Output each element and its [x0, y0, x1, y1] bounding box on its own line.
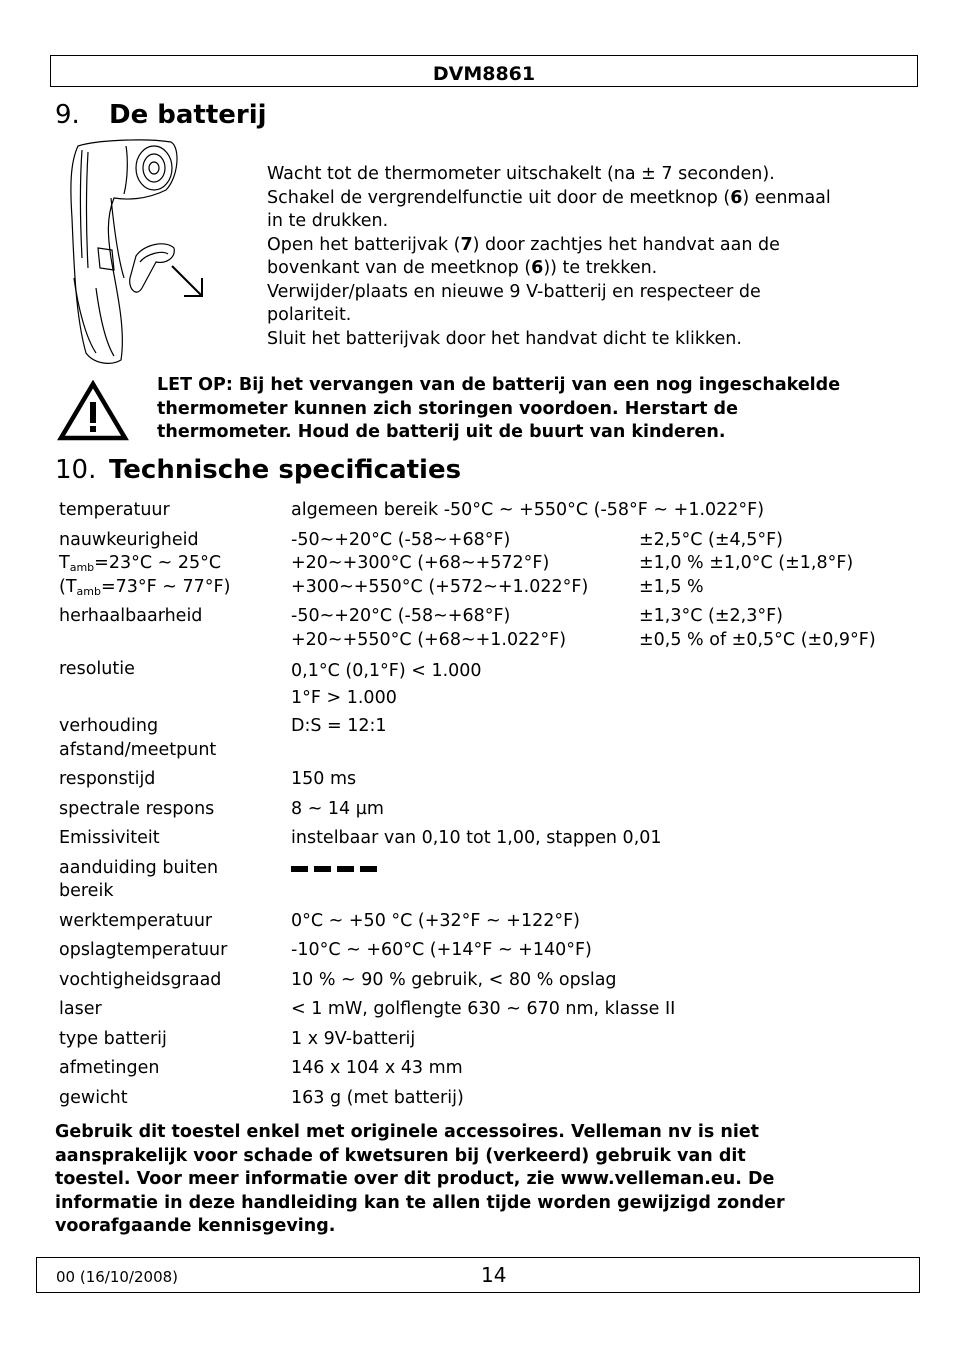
thermometer-battery-illustration — [66, 138, 216, 370]
spec-label: werktemperatuur — [59, 910, 213, 931]
spec-label: temperatuur — [59, 500, 170, 520]
spec-row-vochtigheid — [55, 966, 876, 996]
spec-value: 0°C ~ +50 °C (+32°F ~ +122°F) — [291, 910, 580, 931]
dash-segments-icon — [291, 857, 876, 872]
disclaimer-line: informatie in deze handleiding kan te allen tijde worden gewijzigd zonder — [55, 1192, 785, 1213]
spec-row-nauwkeurigheid — [55, 526, 876, 603]
spec-row-buiten-bereik — [55, 854, 876, 907]
instruction-line: polariteit. — [267, 305, 352, 325]
document-header — [50, 55, 918, 87]
spec-value: 0,1°C (0,1°F) < 1.000 1°F > 1.000 — [291, 661, 482, 708]
model-name: DVM8861 — [432, 63, 536, 85]
spec-value: < 1 mW, golflengte 630 ~ 670 nm, klasse II — [291, 999, 676, 1019]
section-number: 9. — [55, 100, 80, 130]
spec-label: herhaalbaarheid — [59, 606, 203, 626]
spec-row-responstijd — [55, 765, 876, 795]
spec-label: vochtigheidsgraad — [59, 969, 222, 990]
disclaimer-line: Gebruik dit toestel enkel met originele accessoires. Velleman nv is niet — [55, 1122, 760, 1142]
disclaimer-line: voorafgaande kennisgeving. — [55, 1216, 336, 1236]
document-footer — [36, 1257, 920, 1293]
spec-value: algemeen bereik -50°C ~ +550°C (-58°F ~ +1.022°F) — [291, 500, 765, 520]
spec-value: 163 g (met batterij) — [291, 1087, 464, 1108]
section-number: 10. — [55, 455, 97, 485]
spec-row-verhouding — [55, 715, 876, 765]
battery-instructions — [267, 163, 907, 351]
spec-row-temperatuur — [55, 496, 876, 526]
spec-value: 150 ms — [291, 769, 357, 789]
spec-label: responstijd — [59, 769, 156, 789]
spec-value: instelbaar van 0,10 tot 1,00, stappen 0,01 — [291, 828, 662, 848]
disclaimer-text — [55, 1121, 895, 1239]
spec-tolerances: ±2,5°C (±4,5°F) ±1,0 % ±1,0°C (±1,8°F) ±1,5 % — [639, 529, 854, 597]
warning-triangle-icon — [57, 380, 129, 442]
spec-row-resolutie — [55, 655, 876, 715]
specifications-table — [55, 496, 876, 1113]
instruction-line: Wacht tot de thermometer uitschakelt (na ± 7 seconden). — [267, 164, 775, 184]
instruction-line: in te drukken. — [267, 211, 389, 231]
spec-row-batterij — [55, 1025, 876, 1055]
spec-row-opslagtemperatuur — [55, 936, 876, 966]
section-10-heading — [55, 455, 461, 485]
spec-label: gewicht — [59, 1087, 128, 1108]
instruction-line: Verwijder/plaats en nieuwe 9 V-batterij en respecteer de — [267, 281, 761, 302]
spec-row-afmetingen — [55, 1054, 876, 1084]
spec-value: 146 x 104 x 43 mm — [291, 1058, 463, 1078]
spec-label: laser — [59, 999, 102, 1019]
spec-row-werktemperatuur — [55, 907, 876, 937]
spec-value: 10 % ~ 90 % gebruik, < 80 % opslag — [291, 969, 617, 990]
spec-label: resolutie — [59, 659, 135, 679]
disclaimer-line: toestel. Voor meer informatie over dit product, zie www.velleman.eu. De — [55, 1169, 775, 1189]
spec-row-emissiviteit — [55, 824, 876, 854]
instruction-line: Schakel de vergrendelfunctie uit door de meetknop (6) eenmaal — [267, 187, 831, 208]
warning-line: LET OP: Bij het vervangen van de batterij van een nog ingeschakelde — [157, 375, 841, 395]
spec-row-spectraal — [55, 795, 876, 825]
spec-label: afmetingen — [59, 1058, 160, 1078]
spec-value: -10°C ~ +60°C (+14°F ~ +140°F) — [291, 940, 592, 960]
disclaimer-line: aansprakelijk voor schade of kwetsuren bij (verkeerd) gebruik van dit — [55, 1145, 746, 1166]
spec-label: aanduiding buiten bereik — [59, 857, 219, 901]
spec-ranges: -50~+20°C (-58~+68°F) +20~+300°C (+68~+572°F) +300~+550°C (+572~+1.022°F) — [291, 529, 589, 597]
version-date: 00 (16/10/2008) — [56, 1268, 179, 1286]
instruction-line: Open het batterijvak (7) door zachtjes het handvat aan de — [267, 234, 780, 255]
spec-value: 8 ~ 14 µm — [291, 798, 384, 819]
spec-label: spectrale respons — [59, 798, 215, 819]
spec-ranges: -50~+20°C (-58~+68°F) +20~+550°C (+68~+1.022°F) — [291, 606, 567, 650]
instruction-line: Sluit het batterijvak door het handvat dicht te klikken. — [267, 328, 742, 349]
section-9-heading — [55, 100, 267, 130]
warning-line: thermometer kunnen zich storingen voordoen. Herstart de — [157, 398, 738, 419]
spec-row-gewicht — [55, 1084, 876, 1114]
section-title: Technische specificaties — [109, 455, 462, 485]
warning-line: thermometer. Houd de batterij uit de buurt van kinderen. — [157, 422, 726, 442]
spec-tolerances: ±1,3°C (±2,3°F) ±0,5 % of ±0,5°C (±0,9°F) — [639, 606, 876, 650]
instruction-line: bovenkant van de meetknop (6)) te trekken. — [267, 258, 658, 278]
spec-label: Emissiviteit — [59, 828, 160, 848]
spec-label: opslagtemperatuur — [59, 940, 228, 960]
spec-label: verhouding afstand/meetpunt — [59, 716, 217, 760]
spec-row-laser — [55, 995, 876, 1025]
page-number: 14 — [481, 1263, 507, 1287]
spec-row-herhaalbaarheid — [55, 602, 876, 655]
spec-value: 1 x 9V-batterij — [291, 1028, 416, 1049]
spec-value: D:S = 12:1 — [291, 716, 387, 736]
section-title: De batterij — [109, 100, 267, 130]
spec-label: type batterij — [59, 1028, 167, 1049]
spec-label: nauwkeurigheid $T_{amb}=23^\circ C$ ~ 25°C ($T_{amb}=73^\circ F$ ~ 77°F) — [59, 529, 231, 598]
over-range-indicator — [291, 854, 876, 907]
warning-text — [157, 374, 897, 445]
